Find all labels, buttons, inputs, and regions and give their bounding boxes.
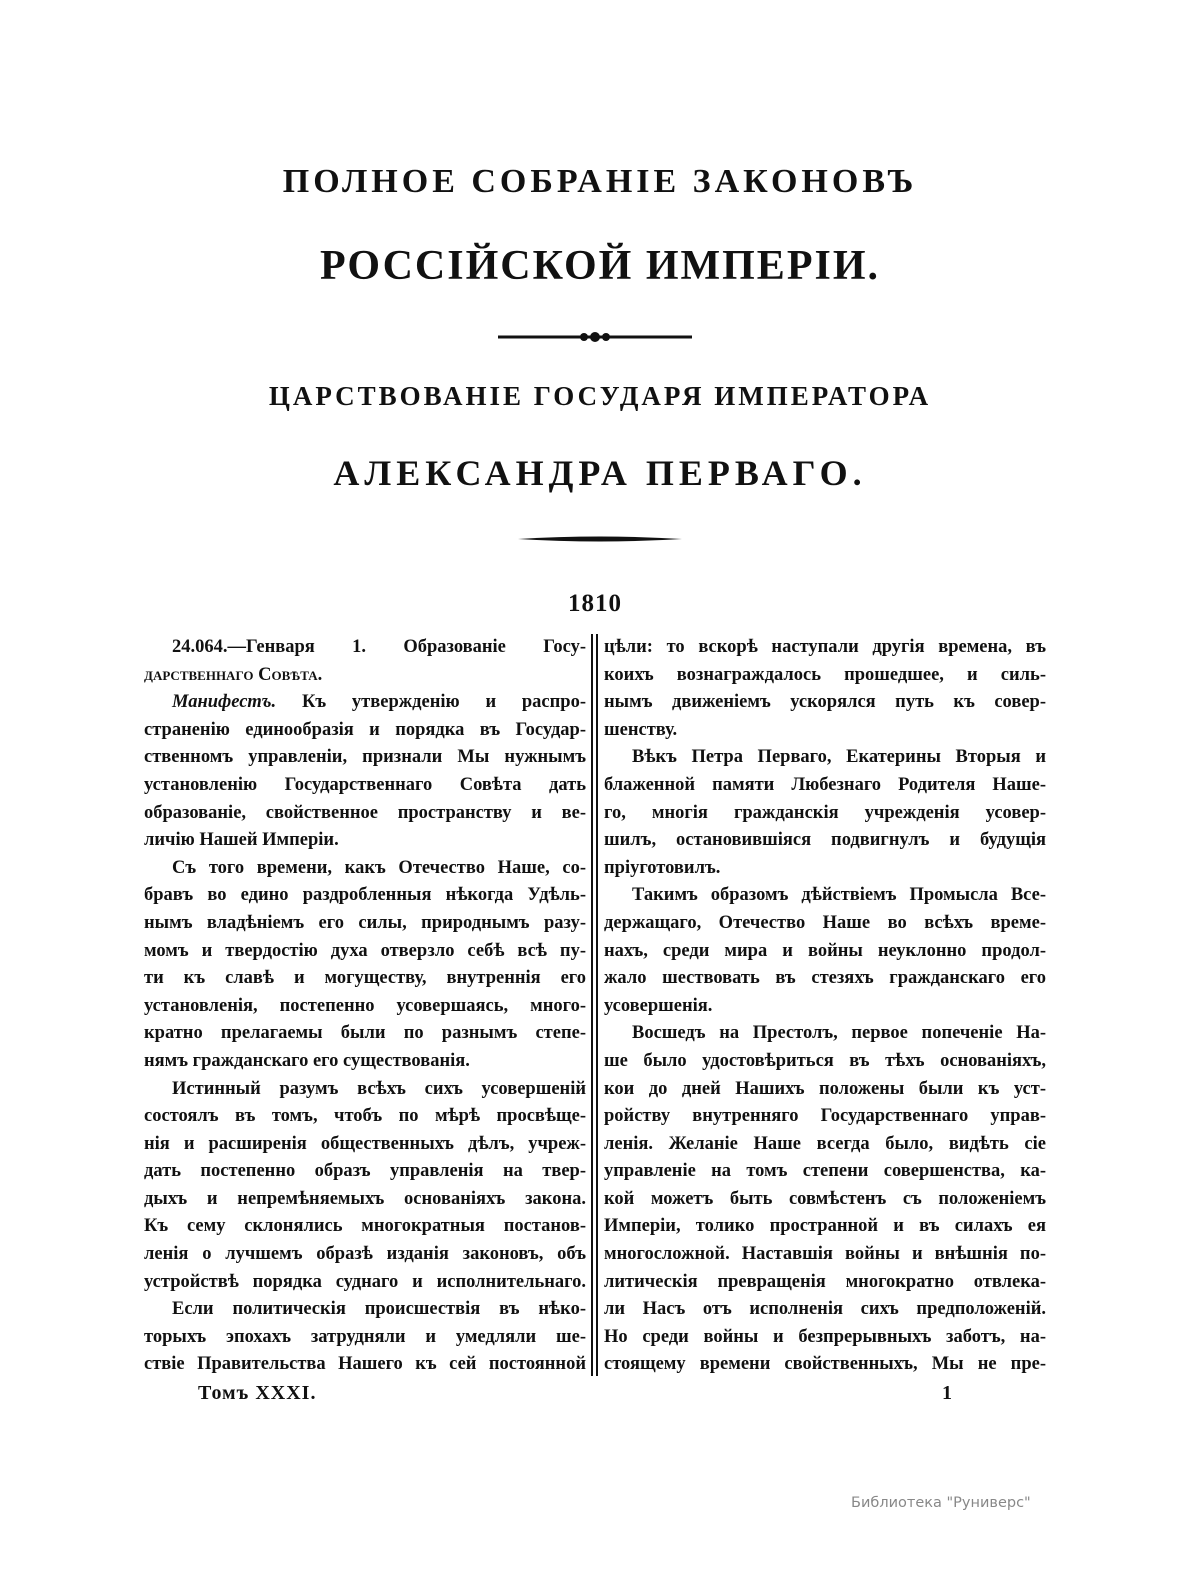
- document-type-label: Манифестъ.: [172, 692, 277, 713]
- text-line: усовершенія.: [604, 995, 713, 1016]
- text-line: шилъ, остановившіяся подвигнулъ и будущія: [604, 830, 1046, 851]
- emperor-name: АЛЕКСАНДРА ПЕРВАГО.: [333, 453, 867, 493]
- text-line: бравъ во едино раздробленныя нѣкогда Удѣль-: [144, 885, 586, 906]
- collection-title: ПОЛНОЕ СОБРАНІЕ ЗАКОНОВЪ: [282, 163, 918, 200]
- text-line: ленія о лучшемъ образѣ изданія законовъ, объ: [144, 1244, 586, 1265]
- text-line: ройству внутренняго Государственнаго управ-: [604, 1106, 1046, 1127]
- text-line: торыхъ эпохахъ затрудняли и умедляли ше-: [144, 1326, 586, 1347]
- text-line: ли Насъ отъ исполненія сихъ предположеній.: [604, 1299, 1046, 1320]
- text-line: ше было удостовѣриться въ тѣхъ основаніяхъ,: [604, 1050, 1046, 1071]
- text-line: состоялъ въ томъ, чтобъ по мѣрѣ просвѣще-: [144, 1106, 586, 1127]
- text-line: Съ того времени, какъ Отечество Наше, со-: [172, 857, 586, 878]
- text-line: ствіе Правительства Нашего къ сей постоянной: [144, 1354, 586, 1375]
- text-line: стоящему времени свойственныхъ, Мы не пре-: [604, 1354, 1046, 1375]
- text-line: нымъ движеніемъ ускорялся путь къ совер-: [604, 692, 1046, 713]
- volume-label: Томъ XXXI.: [198, 1382, 317, 1404]
- text-line: нямъ гражданскаго его существованія.: [144, 1050, 470, 1071]
- text-line: Имперіи, толико пространной и въ силахъ ея: [604, 1216, 1046, 1237]
- text-line: ственномъ управленіи, признали Мы нужнымъ: [144, 747, 586, 768]
- text-line: Къ сему склонялись многократныя постанов-: [144, 1216, 586, 1237]
- text-line: образованіе, свойственное пространству и ве-: [144, 802, 586, 823]
- text-line: литическія превращенія многократно отвлека-: [604, 1271, 1046, 1292]
- text-line: дать постепенно образъ управленія на твер-: [144, 1161, 586, 1182]
- text-line: держащаго, Отечество Наше во всѣхъ време-: [604, 912, 1046, 933]
- rule-divider: [518, 534, 682, 544]
- page-number: 1: [942, 1382, 952, 1404]
- text-line: личію Нашей Имперіи.: [144, 830, 339, 851]
- text-line: управленіе на томъ степени совершенства, ка-: [604, 1161, 1046, 1182]
- text-line: страненію единообразія и порядка въ Государ-: [144, 719, 586, 740]
- text-line: Но среди войны и безпрерывныхъ заботъ, на-: [604, 1326, 1046, 1347]
- text-line: дарственнаго Совѣта.: [144, 664, 323, 685]
- text-line: момъ и твердостію духа отверзло себѣ всѣ пу-: [144, 940, 586, 961]
- text-line: Восшедъ на Престолъ, первое попеченіе На-: [632, 1023, 1046, 1044]
- empire-title: РОССІЙСКОЙ ИМПЕРІИ.: [319, 243, 880, 289]
- column-divider: [591, 634, 598, 1376]
- right-column: [604, 634, 1046, 1379]
- text-line: дыхъ и непремѣняемыхъ основаніяхъ закона.: [144, 1188, 586, 1209]
- text-line: нахъ, среди мира и войны неуклонно продол-: [604, 940, 1046, 961]
- text-line: устройствѣ порядка суднаго и исполнительнаго.: [144, 1271, 586, 1292]
- text-line: Такимъ образомъ дѣйствіемъ Промысла Все-: [632, 885, 1046, 906]
- text-line: Если политическія происшествія въ нѣко-: [172, 1299, 586, 1320]
- text-line: [144, 689, 586, 717]
- year-heading: 1810: [568, 590, 622, 617]
- library-watermark: Библиотека "Руниверс": [851, 1495, 1031, 1511]
- text-line: Вѣкъ Петра Перваго, Екатерины Вторыя и: [632, 747, 1046, 768]
- text-line: шенству.: [604, 719, 678, 740]
- text-line: блаженной памяти Любезнаго Родителя Наше-: [604, 774, 1046, 795]
- text-line-content: Къ утвержденію и распро-: [276, 692, 586, 713]
- text-line: установленія, постепенно усовершаясь, много-: [144, 995, 586, 1016]
- reign-heading: ЦАРСТВОВАНІЕ ГОСУДАРЯ ИМПЕРАТОРА: [268, 381, 932, 411]
- text-line: цѣли: то вскорѣ наступали другія времена, въ: [604, 637, 1046, 657]
- text-line: кой можетъ быть совмѣстенъ съ положеніемъ: [604, 1188, 1046, 1209]
- left-column: [144, 634, 586, 1379]
- text-line: 24.064.—Генваря 1. Образованіе Госу-: [172, 637, 586, 657]
- text-line: кои до дней Нашихъ положены были къ уст-: [604, 1078, 1046, 1099]
- text-line: многосложной. Наставшія войны и внѣшнія по-: [604, 1244, 1046, 1265]
- text-line: кратно прелагаемы были по разнымъ степе-: [144, 1023, 586, 1044]
- text-line: жало шествовать въ стезяхъ гражданскаго его: [604, 968, 1046, 989]
- text-line: нія и расширенія общественныхъ дѣлъ, учреж-: [144, 1133, 586, 1154]
- text-line: установленію Государственнаго Совѣта дать: [144, 774, 586, 795]
- ornament-divider: [498, 330, 692, 344]
- text-line: ленія. Желаніе Наше всегда было, видѣть сіе: [604, 1133, 1046, 1154]
- text-line: нымъ владѣніемъ его силы, природнымъ разу-: [144, 912, 586, 933]
- text-line: го, многія гражданскія учрежденія усовер-: [604, 802, 1046, 823]
- text-line: Истинный разумъ всѣхъ сихъ усовершеній: [172, 1078, 586, 1099]
- text-line: ти къ славѣ и могуществу, внутреннія его: [144, 968, 586, 989]
- text-line: коихъ вознаграждалось прошедшее, и силь-: [604, 664, 1046, 685]
- text-line: пріуготовилъ.: [604, 857, 721, 878]
